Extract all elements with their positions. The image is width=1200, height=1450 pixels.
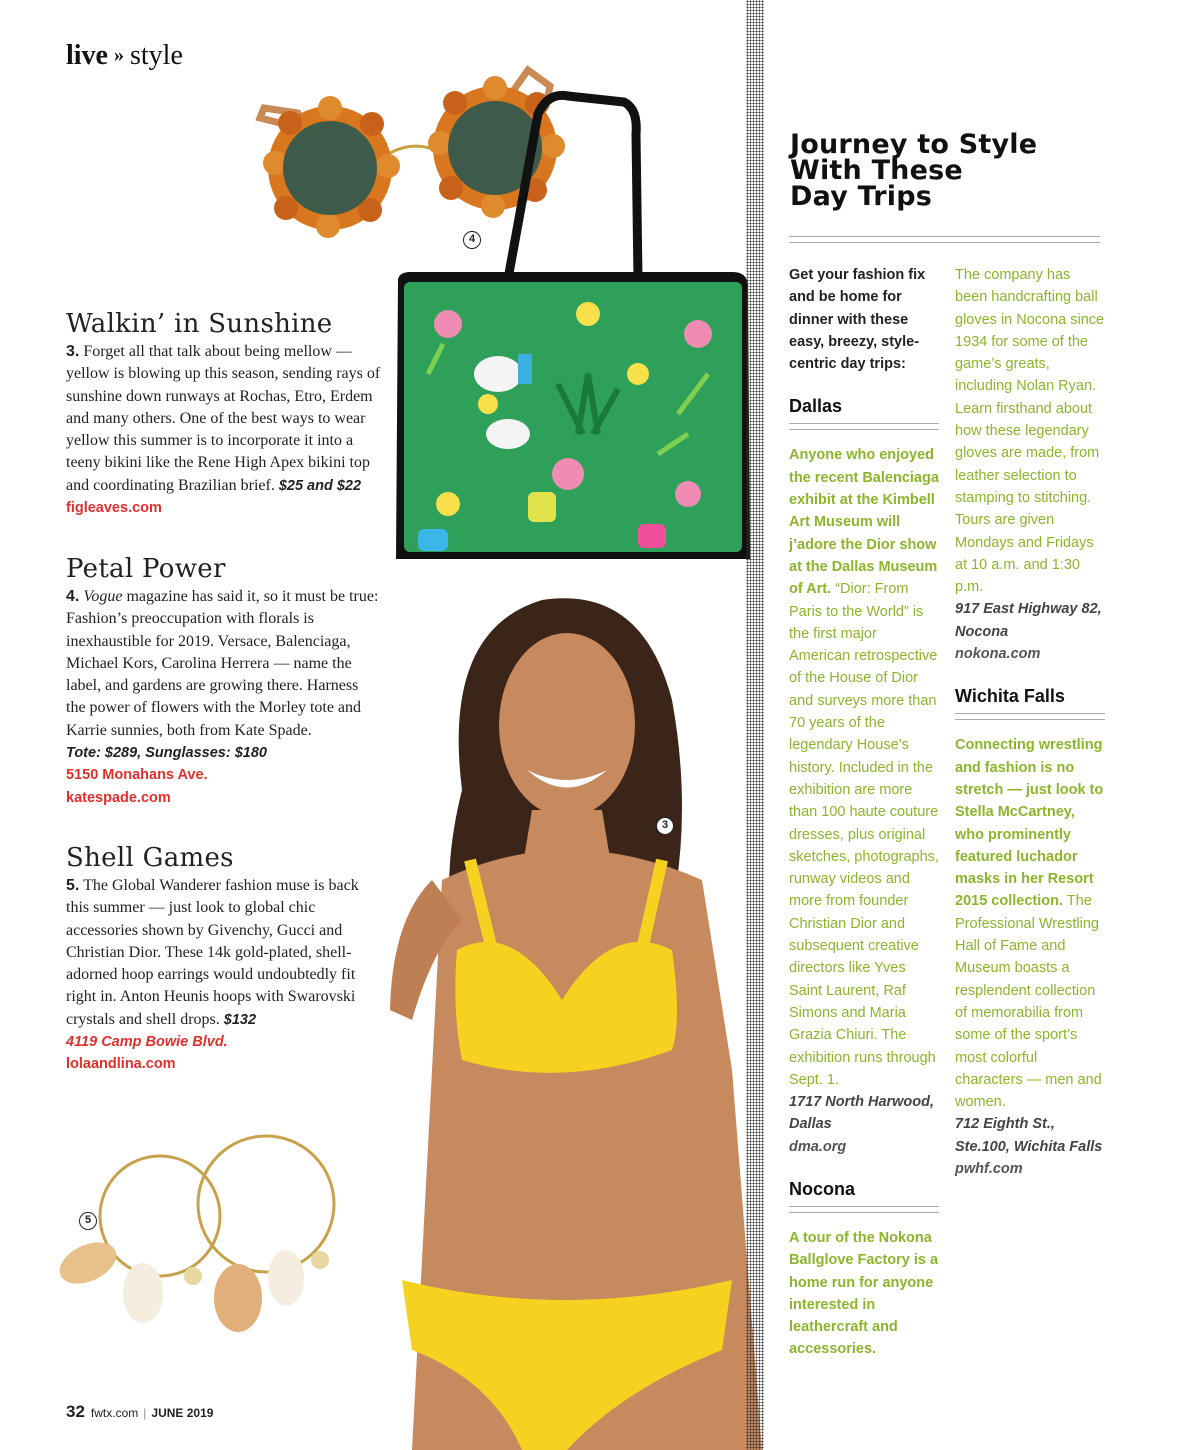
address: 4119 Camp Bowie Blvd. [66,1034,228,1051]
city-rule [955,713,1105,720]
shell-earrings-image [28,1128,373,1348]
website-link[interactable]: nokona.com [955,646,1041,663]
column-divider [746,0,764,1450]
article-title [790,129,1110,212]
body-text: “Dior: From Paris to the World” is the first major American retrospective of the House of Dior and surveys more than 70 years of the legendary House’s history. Included in the exhibition are more than 100 haute couture dresses, plus original sketches, photographs, runway videos and more from founder Christian Dior and subsequent creative directors like Yves Saint Laurent, Raf Simons and Maria Grazia Chiuri. The exhibition runs through Sept. 1. [789,581,939,1088]
city-heading-wichita-falls: Wichita Falls [955,686,1065,707]
item-number: 5. [66,877,80,894]
footer-site[interactable]: fwtx.com [90,1406,139,1420]
address: 917 East Highway 82, Nocona [955,601,1102,640]
item-number: 4. [66,588,80,605]
body-text: Forget all that talk about being mellow — yellow is blowing up this season, sending rays of sunshine down runways at Rochas, Etro, Erdem and many others. One of the best ways to wear yellow this summer is to incorporate it into a teeny bikini like the Rene High Apex bikini top and coordinating Brazilian brief. [66,343,381,494]
badge-3: 3 [656,817,674,835]
section-body [66,586,381,809]
body-text: The Global Wanderer fashion muse is back this summer — just look to global chic accessories shown by Givenchy, Gucci and Christian Dior. These 14k gold-plated, shell-adorned hoop earrings would undoubtedly fit right in. Anton Heunis hoops with Swarovski crystals and shell drops. [66,877,359,1028]
website-link[interactable]: pwhf.com [955,1160,1023,1177]
title-line: Day Trips [790,181,933,212]
article-column-2 [955,264,1105,1180]
section-petal-power [66,554,381,809]
item-number: 3. [66,343,80,360]
footer-separator: | [143,1406,147,1420]
lead-text: A tour of the Nokona Ballglove Factory is a home run for anyone interested in leathercraft and accessories. [789,1229,939,1358]
section-shell-games [66,843,381,1076]
lead-text: Anyone who enjoyed the recent Balenciaga exhibit at the Kimbell Art Museum will j’adore the Dior show at the Dallas Museum of Art. [789,447,939,598]
title-line: With These [790,155,963,186]
website-link[interactable]: katespade.com [66,789,171,806]
website-link[interactable]: figleaves.com [66,500,162,517]
address: 712 Eighth St., Ste.100, Wichita Falls [955,1116,1103,1155]
bikini-model-image [372,590,784,1450]
price: $132 [223,1011,257,1028]
badge-4: 4 [463,231,481,249]
website-link[interactable]: lolaandlina.com [66,1056,176,1073]
body-text: The company has been handcrafting ball gloves in Nocona since 1934 for some of the game’s greats, including Nolan Ryan. Learn firsthand about how these legendary gloves are made, from leather selection to stamping to stitching. Tours are given Mondays and Fridays at 10 a.m. and 1:30 p.m. [955,267,1105,596]
city-heading-nocona: Nocona [789,1178,856,1199]
price: Tote: $289, Sunglasses: $180 [66,745,267,762]
city-rule [789,1206,939,1213]
address: 1717 North Harwood, Dallas [789,1094,935,1133]
lead-text: Connecting wrestling and fashion is no stretch — just look to Stella McCartney, who prominently featured luchador masks in her Resort 2015 collection. [955,737,1104,910]
wichita-body [955,734,1105,1113]
title-line: Journey to Style [790,129,1038,160]
header-separator: » [114,44,124,66]
website-link[interactable]: dma.org [789,1138,847,1155]
section-walkin-in-sunshine [66,309,381,519]
section-header [66,40,183,72]
section-body [66,875,381,1076]
page-footer [66,1402,213,1422]
section-title: Walkin’ in Sunshine [66,309,333,339]
issue-date: JUNE 2019 [151,1406,214,1420]
city-rule [789,423,939,430]
section-body [66,341,381,519]
dallas-body [789,444,939,1091]
section-title: Shell Games [66,843,234,873]
floral-tote-image [388,74,756,568]
body-text: The Professional Wrestling Hall of Fame and Museum boasts a resplendent collection of memorabilia from some of the sport’s most colorful characters — men and women. [955,893,1102,1111]
page-number: 32 [66,1402,85,1421]
city-heading-dallas: Dallas [789,396,843,417]
price: $25 and $22 [278,477,362,494]
header-live: live [66,40,108,71]
address: 5150 Monahans Ave. [66,767,208,784]
badge-5: 5 [79,1212,97,1230]
article-intro: Get your fashion fix and be home for dinner with these easy, breezy, style-centric day trips: [789,267,926,373]
article-column-1 [789,264,939,1358]
title-rule [789,236,1100,243]
section-title: Petal Power [66,554,226,584]
body-text: magazine has said it, so it must be true: Fashion’s preoccupation with florals is inexhaustible for 2019. Versace, Balenciaga, Michael Kors, Carolina Herrera — name the label, and gardens are growing there. Harness the power of flowers with the Morley tote and Karrie sunnies, both from Kate Spade. [66,588,379,739]
header-style: style [130,40,183,71]
magazine-name: Vogue [83,588,123,605]
